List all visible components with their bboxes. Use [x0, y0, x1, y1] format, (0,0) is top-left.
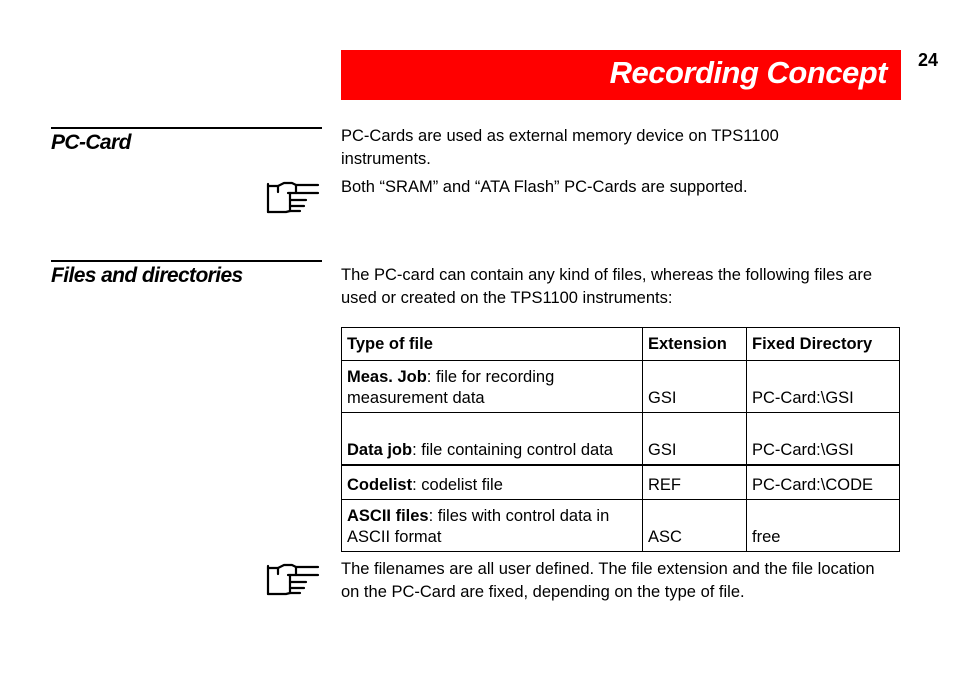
table-cell-ext: GSI — [643, 361, 747, 413]
file-type-name: ASCII files — [347, 507, 429, 525]
table-cell-ext: REF — [643, 465, 747, 500]
table-row — [342, 500, 900, 552]
section-rule — [51, 127, 322, 129]
table-cell-dir: PC-Card:\GSI — [747, 361, 900, 413]
table-row — [342, 413, 900, 466]
table-cell-dir: free — [747, 500, 900, 552]
table-row — [342, 361, 900, 413]
paragraph-files: The PC-card can contain any kind of files, whereas the following files are used or created on the TPS1100 instruments: — [341, 266, 873, 307]
column-header: Type of file — [342, 328, 643, 361]
table-cell-type — [342, 465, 643, 500]
page-number: 24 — [918, 50, 939, 70]
title-banner — [341, 50, 901, 100]
section-heading-files: Files and directories — [51, 264, 243, 287]
table-cell-dir: PC-Card:\GSI — [747, 413, 900, 466]
table-row — [342, 465, 900, 500]
section-heading-pc-card: PC-Card — [51, 131, 131, 154]
table-cell-type — [342, 361, 643, 413]
column-header: Extension — [643, 328, 747, 361]
table-cell-type — [342, 413, 643, 466]
column-header: Fixed Directory — [747, 328, 900, 361]
page-title: Recording Concept — [609, 55, 887, 90]
table-cell-type — [342, 500, 643, 552]
file-type-desc: : file containing control data — [412, 441, 613, 459]
file-type-desc: : codelist file — [412, 476, 503, 494]
file-type-desc: : file for recording measurement data — [347, 368, 555, 407]
table-cell-ext: GSI — [643, 413, 747, 466]
file-type-name: Meas. Job — [347, 368, 427, 386]
note-pc-card: Both “SRAM” and “ATA Flash” PC-Cards are supported. — [341, 178, 748, 196]
pointing-hand-icon — [266, 180, 320, 216]
table-cell-ext: ASC — [643, 500, 747, 552]
paragraph-pc-card: PC-Cards are used as external memory device on TPS1100 instruments. — [341, 127, 779, 168]
note-files: The filenames are all user defined. The file extension and the file location on the PC-Card are fixed, depending on the type of file. — [341, 560, 875, 601]
section-rule — [51, 260, 322, 262]
pointing-hand-icon — [266, 562, 320, 598]
file-types-table — [341, 327, 900, 552]
table-cell-dir: PC-Card:\CODE — [747, 465, 900, 500]
file-type-desc: : files with control data in ASCII format — [347, 507, 610, 546]
table-header-row — [342, 328, 900, 361]
file-type-name: Data job — [347, 441, 413, 459]
file-type-name: Codelist — [347, 476, 413, 494]
